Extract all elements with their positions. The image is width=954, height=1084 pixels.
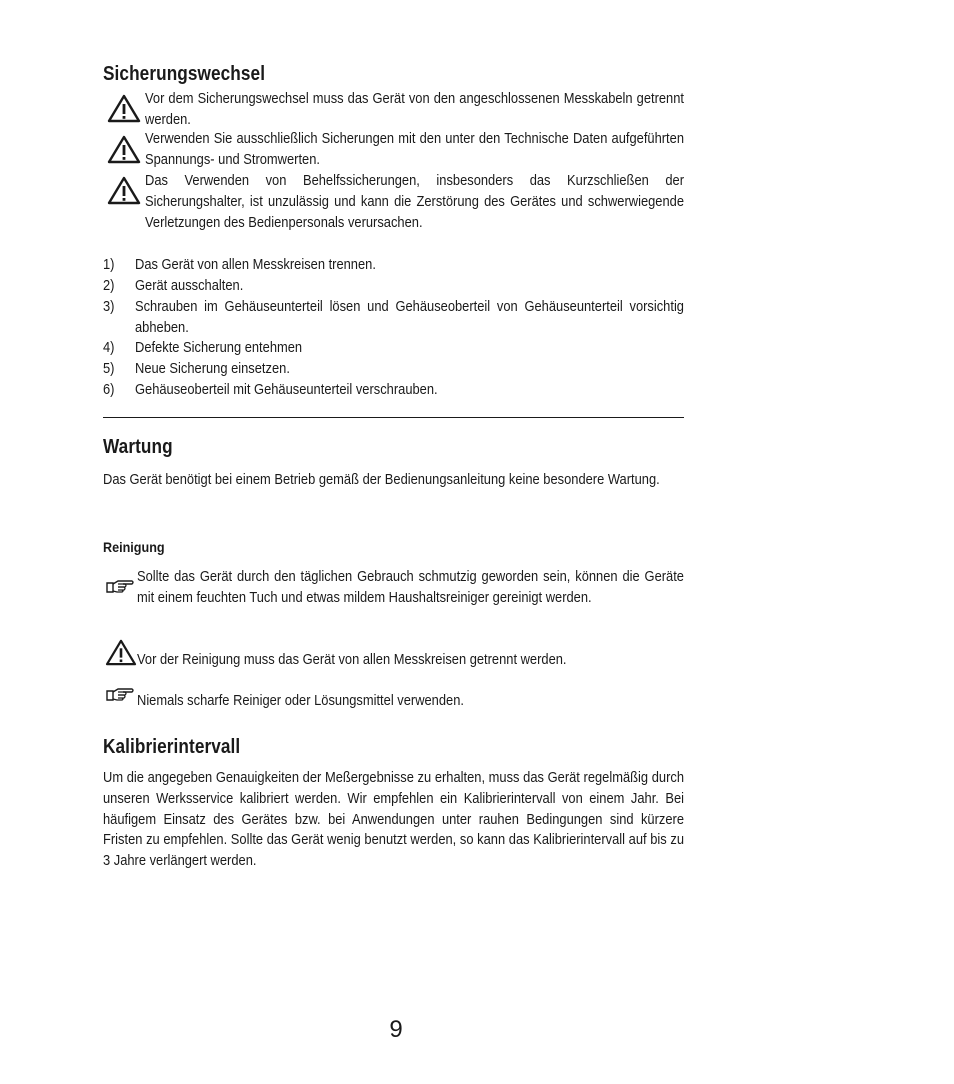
warning-triangle-icon <box>107 94 141 123</box>
step-text: Neue Sicherung einsetzen. <box>135 360 290 377</box>
fuse-warning-2 <box>145 129 684 171</box>
step-text: Defekte Sicherung entehmen <box>135 339 303 356</box>
fuse-warning-2-text: Verwenden Sie ausschließlich Sicherungen mit den unter den Technische Daten aufgeführten Spannungs- und Stromwerten. <box>145 130 684 168</box>
step-number: 5) <box>103 360 115 377</box>
fuse-warning-3-text: Das Verwenden von Behelfssicherungen, insbesonders das Kurzschließen der Sicherungshalter, ist unzulässig und kann die Zerstörung des Gerätes und schwerwiegende Verletzungen des Bedienpersonals verursachen. <box>145 172 684 231</box>
fuse-warning-1 <box>145 89 684 131</box>
step-number: 2) <box>103 277 115 294</box>
fuse-warning-3 <box>145 171 684 233</box>
step-number: 3) <box>103 298 115 315</box>
cleaning-note-2: Niemals scharfe Reiniger oder Lösungsmittel verwenden. <box>137 692 464 709</box>
cleaning-warning: Vor der Reinigung muss das Gerät von allen Messkreisen getrennt werden. <box>137 651 567 668</box>
maintenance-text: Das Gerät benötigt bei einem Betrieb gemäß der Bedienungsanleitung keine besondere Wartung. <box>103 471 660 488</box>
step-text: Schrauben im Gehäuseunterteil lösen und Gehäuseoberteil von Gehäuseunterteil vorsichtig abheben. <box>135 298 684 336</box>
page-number: 9 <box>389 1016 403 1043</box>
step-number: 1) <box>103 256 115 273</box>
cleaning-note-1: Sollte das Gerät durch den täglichen Gebrauch schmutzig geworden sein, können die Geräte mit einem feuchten Tuch und etwas mildem Haushaltsreiniger gereinigt werden. <box>137 568 684 606</box>
step-text: Gerät ausschalten. <box>135 277 244 294</box>
step-text: Das Gerät von allen Messkreisen trennen. <box>135 256 376 273</box>
step-number: 6) <box>103 381 115 398</box>
subsection-title-cleaning: Reinigung <box>103 539 165 555</box>
step-number: 4) <box>103 339 115 356</box>
section-title-fuse-replacement: Sicherungswechsel <box>103 63 266 85</box>
pointing-hand-icon <box>105 577 135 595</box>
step-text: Gehäuseoberteil mit Gehäuseunterteil verschrauben. <box>135 381 438 398</box>
calibration-text: Um die angegeben Genauigkeiten der Meßergebnisse zu erhalten, muss das Gerät regelmäßig durch unseren Werksservice kalibriert werden. Wir empfehlen ein Kalibrierintervall von einem Jahr. Bei häufigem Einsatz des Gerätes bzw. bei Anwendungen unter rauhen Bedingungen sind kürzere Fristen zu empfehlen. Sollte das Gerät wenig benutzt werden, so kann das Kalibrierintervall auf bis zu 3 Jahre verlängert werden. <box>103 769 684 870</box>
warning-triangle-icon <box>105 639 137 666</box>
fuse-warning-1-text: Vor dem Sicherungswechsel muss das Gerät von den angeschlossenen Messkabeln getrennt werden. <box>145 90 684 128</box>
section-title-maintenance: Wartung <box>103 436 173 458</box>
section-title-calibration: Kalibrierintervall <box>103 736 241 758</box>
warning-triangle-icon <box>107 135 141 164</box>
warning-triangle-icon <box>107 176 141 205</box>
section-divider <box>103 417 684 418</box>
pointing-hand-icon <box>105 685 135 703</box>
